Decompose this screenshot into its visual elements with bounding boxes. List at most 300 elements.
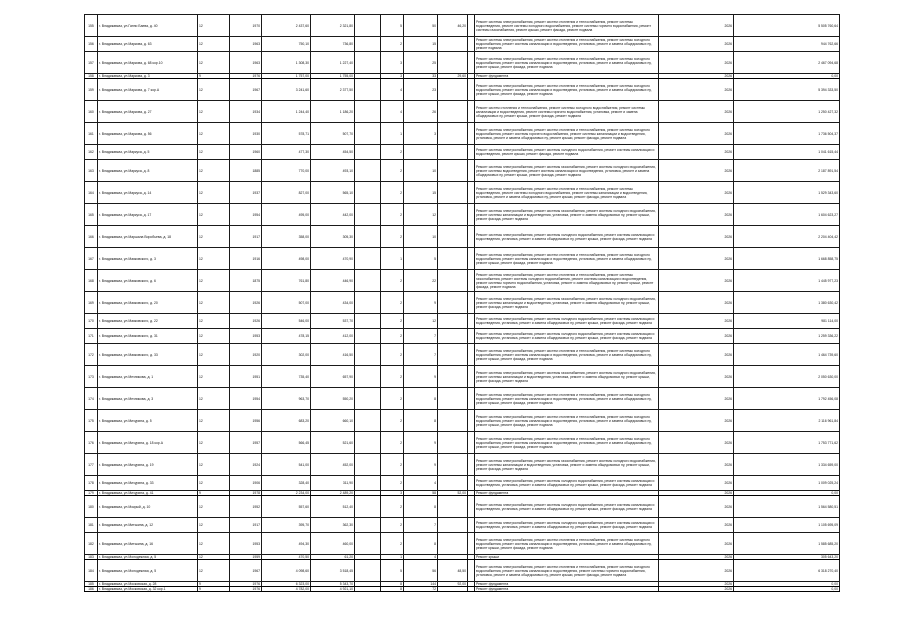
- cost-cell: 981 114,00: [734, 314, 840, 329]
- residents-cell: 12: [404, 314, 438, 329]
- empty-cell: [355, 314, 381, 329]
- year-cell: 1963: [230, 37, 262, 52]
- row-number-cell: 173: [85, 366, 98, 388]
- cost-cell: 0,00: [734, 582, 840, 587]
- table-row: [85, 160, 840, 182]
- floors-cell: 12: [198, 101, 230, 123]
- cost-cell: 1 445 977,23: [734, 270, 840, 292]
- year-cell: 1916: [230, 248, 262, 270]
- living-area-cell: 537,70: [311, 314, 355, 329]
- address-cell: г. Владикавказ, ул.Молодежная, д. 5: [98, 560, 198, 582]
- table-row: [85, 476, 840, 491]
- term-year-cell: 2026: [659, 101, 734, 123]
- empty-cell: [355, 518, 381, 533]
- address-cell: г. Владикавказ, ул.Московская, д. 28: [98, 582, 198, 587]
- cost-cell: 1 041 615,44: [734, 145, 840, 160]
- works-description-cell: Ремонт систем отопления и теплоснабжения, ремонт системы холодного водоснабжения, ремонт системы канализации и водоотведения, ремонт системы горячего водоснабжения, установка, ремонт и замена общедомовых пу, ремонт крыши, ремонт фасада, ремонт подвала: [475, 101, 659, 123]
- living-area-cell: 454,50: [311, 145, 355, 160]
- year-cell: 1934: [230, 101, 262, 123]
- spacer-cell: [468, 182, 475, 204]
- entrances-cell: 2: [381, 496, 404, 518]
- row-number-cell: 155: [85, 15, 98, 37]
- row-number-cell: 157: [85, 52, 98, 74]
- extra-value-cell: [438, 410, 468, 432]
- cost-cell: 1 585 685,20: [734, 533, 840, 555]
- term-year-cell: 2026: [659, 410, 734, 432]
- term-year-cell: 2026: [659, 587, 734, 592]
- entrances-cell: 1: [381, 248, 404, 270]
- works-description-cell: Ремонт системы электроснабжения, ремонт системы холодного водоснабжения, ремонт системы канализации и водоотведения, установка, ремонт и замена общедомовых пу, ремонт крыши, ремонт фасада, ремонт подвала: [475, 476, 659, 491]
- table-row: [85, 587, 840, 592]
- table-row: [85, 496, 840, 518]
- cost-cell: 1 604 623,27: [734, 204, 840, 226]
- works-description-cell: Ремонт фундамента: [475, 582, 659, 587]
- works-description-cell: Ремонт системы электроснабжения, ремонт системы газоснабжения, ремонт системы холодного водоснабжения, ремонт системы канализации и водоотведения, установка, ремонт и замена общедомовых пу, ремонт крыши, ремонт фасада, ремонт подвала: [475, 454, 659, 476]
- residents-cell: 8: [404, 533, 438, 555]
- empty-cell: [355, 329, 381, 344]
- empty-cell: [355, 37, 381, 52]
- extra-value-cell: [438, 292, 468, 314]
- floors-cell: 12: [198, 533, 230, 555]
- works-description-cell: Ремонт системы электроснабжения, ремонт системы холодного водоснабжения, ремонт системы канализации и водоотведения, установка, ремонт и замена общедомовых пу, ремонт крыши, ремонт фасада, ремонт подвала: [475, 226, 659, 248]
- year-cell: 1976: [230, 587, 262, 592]
- living-area-cell: 2 489,20: [311, 491, 355, 496]
- floors-cell: 12: [198, 518, 230, 533]
- cost-cell: 0,00: [734, 74, 840, 79]
- table-row: [85, 123, 840, 145]
- address-cell: г. Владикавказ, ул.Мичурина, д. 5: [98, 410, 198, 432]
- living-area-cell: 452,00: [311, 454, 355, 476]
- residents-cell: 144: [404, 582, 438, 587]
- table-row: [85, 560, 840, 582]
- extra-value-cell: [438, 314, 468, 329]
- residents-cell: 33: [404, 74, 438, 79]
- table-row: [85, 344, 840, 366]
- total-area-cell: 770,00: [262, 160, 311, 182]
- cost-cell: 0,00: [734, 587, 840, 592]
- residents-cell: 12: [404, 204, 438, 226]
- row-number-cell: 168: [85, 270, 98, 292]
- year-cell: 1978: [230, 491, 262, 496]
- cost-cell: 6 318 270,40: [734, 560, 840, 582]
- term-year-cell: 2026: [659, 496, 734, 518]
- empty-cell: [355, 410, 381, 432]
- row-number-cell: 170: [85, 314, 98, 329]
- address-cell: г. Владикавказ, ул.Маркова, д. 63: [98, 37, 198, 52]
- entrances-cell: 2: [381, 329, 404, 344]
- extra-value-cell: 46,20: [438, 15, 468, 37]
- extra-value-cell: [438, 79, 468, 101]
- table-body: [85, 15, 840, 592]
- empty-cell: [355, 248, 381, 270]
- works-description-cell: Ремонт системы электроснабжения, ремонт систем отопления и теплоснабжения, ремонт системы холодного водоснабжения, ремонт системы канализации и водоотведения, установка, ремонт и замена общедомовых пу, ремонт крыши, ремонт фасада, ремонт подвала: [475, 432, 659, 454]
- table-row: [85, 145, 840, 160]
- living-area-cell: 565,10: [311, 182, 355, 204]
- cost-cell: 1 792 456,08: [734, 388, 840, 410]
- spacer-cell: [468, 101, 475, 123]
- living-area-cell: 412,00: [311, 329, 355, 344]
- residents-cell: 8: [404, 388, 438, 410]
- total-area-cell: 578,71: [262, 123, 311, 145]
- empty-cell: [355, 204, 381, 226]
- entrances-cell: 2: [381, 366, 404, 388]
- empty-cell: [355, 145, 381, 160]
- spacer-cell: [468, 160, 475, 182]
- residents-cell: 4: [404, 476, 438, 491]
- table-row: [85, 15, 840, 37]
- floors-cell: 12: [198, 292, 230, 314]
- total-area-cell: 2 234,00: [262, 491, 311, 496]
- year-cell: 1926: [230, 314, 262, 329]
- cost-cell: 1 009 025,24: [734, 476, 840, 491]
- entrances-cell: 3: [381, 52, 404, 74]
- entrances-cell: 8: [381, 587, 404, 592]
- extra-value-cell: [438, 123, 468, 145]
- residents-cell: 10: [404, 160, 438, 182]
- table-row: [85, 314, 840, 329]
- cost-cell: 305 643,20: [734, 555, 840, 560]
- address-cell: г. Владикавказ, ул.Мокрый, д. 10: [98, 496, 198, 518]
- floors-cell: 12: [198, 248, 230, 270]
- year-cell: 1930: [230, 123, 262, 145]
- row-number-cell: 181: [85, 518, 98, 533]
- total-area-cell: 1 757,00: [262, 74, 311, 79]
- works-description-cell: Ремонт системы электроснабжения, ремонт системы газоснабжения, ремонт системы холодного водоснабжения, ремонт системы канализации и водоотведения, установка, ремонт и замена общедомовых пу, ремонт крыши, ремонт фасада, ремонт подвала: [475, 292, 659, 314]
- living-area-cell: 416,50: [311, 344, 355, 366]
- works-description-cell: Ремонт системы электроснабжения, ремонт систем отопления и теплоснабжения, ремонт системы водоотведения, ремонт системы холодного водоснабжения, ремонт системы горячего водоснабжения, ремонт системы газоснабжения, ремонт крыши, ремонт фасада, ремонт подвала: [475, 15, 659, 37]
- address-cell: г. Владикавказ, ул.Маркуса, д. 14: [98, 182, 198, 204]
- capital-repair-table: [84, 14, 840, 592]
- works-description-cell: Ремонт системы электроснабжения, ремонт системы холодного водоснабжения, ремонт системы канализации и водоотведения, ремонт крыши, ремонт фасада, ремонт подвала: [475, 145, 659, 160]
- entrances-cell: 2: [381, 204, 404, 226]
- residents-cell: 15: [404, 37, 438, 52]
- year-cell: 1976: [230, 74, 262, 79]
- row-number-cell: 184: [85, 560, 98, 582]
- floors-cell: 12: [198, 314, 230, 329]
- total-area-cell: 302,00: [262, 344, 311, 366]
- living-area-cell: 2 321,80: [311, 15, 355, 37]
- entrances-cell: 2: [381, 454, 404, 476]
- address-cell: г. Владикавказ, ул.Мичурина, д. 41: [98, 491, 198, 496]
- extra-value-cell: [438, 329, 468, 344]
- spacer-cell: [468, 454, 475, 476]
- floors-cell: 12: [198, 476, 230, 491]
- extra-value-cell: [438, 344, 468, 366]
- living-area-cell: 1 755,00: [311, 74, 355, 79]
- works-description-cell: Ремонт системы электроснабжения, ремонт систем отопления и теплоснабжения, ремонт системы холодного водоснабжения, ремонт системы канализации и водоотведения, установка, ремонт и замена общедомовых пу, ремонт подвала: [475, 37, 659, 52]
- year-cell: 1976: [230, 582, 262, 587]
- row-number-cell: 156: [85, 37, 98, 52]
- living-area-cell: 4 921,10: [311, 587, 355, 592]
- residents-cell: 50: [404, 15, 438, 37]
- empty-cell: [355, 160, 381, 182]
- year-cell: 1952: [230, 496, 262, 518]
- total-area-cell: 478,15: [262, 329, 311, 344]
- extra-value-cell: 48,50: [438, 560, 468, 582]
- total-area-cell: 358,00: [262, 226, 311, 248]
- residents-cell: 72: [404, 587, 438, 592]
- address-cell: г. Владикавказ, ул.Маркуса, д. 17: [98, 204, 198, 226]
- table-row: [85, 454, 840, 476]
- total-area-cell: 495,00: [262, 204, 311, 226]
- table-row: [85, 410, 840, 432]
- floors-cell: 12: [198, 182, 230, 204]
- cost-cell: 2 187 891,54: [734, 160, 840, 182]
- floors-cell: 12: [198, 204, 230, 226]
- total-area-cell: 477,30: [262, 145, 311, 160]
- living-area-cell: 460,00: [311, 533, 355, 555]
- term-year-cell: 2026: [659, 329, 734, 344]
- floors-cell: 12: [198, 123, 230, 145]
- living-area-cell: 5 343,70: [311, 582, 355, 587]
- term-year-cell: 2026: [659, 582, 734, 587]
- living-area-cell: 3 518,45: [311, 560, 355, 582]
- empty-cell: [355, 366, 381, 388]
- table-row: [85, 248, 840, 270]
- residents-cell: 58: [404, 491, 438, 496]
- cost-cell: 0,00: [734, 491, 840, 496]
- cost-cell: 1 105 695,09: [734, 518, 840, 533]
- year-cell: 1917: [230, 518, 262, 533]
- row-number-cell: 164: [85, 182, 98, 204]
- row-number-cell: 176: [85, 432, 98, 454]
- row-number-cell: 165: [85, 204, 98, 226]
- address-cell: г. Владикавказ, ул.Маркуса, д. 5: [98, 145, 198, 160]
- entrances-cell: 3: [381, 491, 404, 496]
- cost-cell: 1 380 630,42: [734, 292, 840, 314]
- table-row: [85, 329, 840, 344]
- empty-cell: [355, 388, 381, 410]
- year-cell: 1924: [230, 454, 262, 476]
- entrances-cell: 2: [381, 270, 404, 292]
- spacer-cell: [468, 587, 475, 592]
- empty-cell: [355, 496, 381, 518]
- cost-cell: 1 259 336,22: [734, 329, 840, 344]
- term-year-cell: 2026: [659, 15, 734, 37]
- spacer-cell: [468, 270, 475, 292]
- table-row: [85, 270, 840, 292]
- address-cell: г. Владикавказ, ул.Маяковского, д. 22: [98, 314, 198, 329]
- floors-cell: 12: [198, 388, 230, 410]
- empty-cell: [355, 533, 381, 555]
- residents-cell: 10: [404, 226, 438, 248]
- empty-cell: [355, 15, 381, 37]
- extra-value-cell: [438, 496, 468, 518]
- residents-cell: 23: [404, 79, 438, 101]
- total-area-cell: 683,20: [262, 410, 311, 432]
- total-area-cell: 6 323,00: [262, 582, 311, 587]
- empty-cell: [355, 52, 381, 74]
- floors-cell: 12: [198, 454, 230, 476]
- spacer-cell: [468, 533, 475, 555]
- address-cell: г. Владикавказ, ул.Маркова, д. 7 кор.А: [98, 79, 198, 101]
- cost-cell: 1 753 771,62: [734, 432, 840, 454]
- living-area-cell: 493,10: [311, 160, 355, 182]
- cost-cell: 5 394 333,50: [734, 79, 840, 101]
- term-year-cell: 2026: [659, 292, 734, 314]
- works-description-cell: Ремонт системы электроснабжения, ремонт систем отопления и теплоснабжения, ремонт системы водоотведения, ремонт системы холодного водоснабжения, ремонт системы канализации и водоотведения, установка, ремонт и замена общедомовых пу, ремонт крыши, ремонт фасада, ремонт подвала: [475, 182, 659, 204]
- residents-cell: 7: [404, 518, 438, 533]
- address-cell: г. Владикавказ, ул.Маркова, д. 27: [98, 101, 198, 123]
- address-cell: г. Владикавказ, ул.Маршала Воробьева, д. 18: [98, 226, 198, 248]
- entrances-cell: 2: [381, 314, 404, 329]
- year-cell: 1967: [230, 560, 262, 582]
- residents-cell: 8: [404, 410, 438, 432]
- spacer-cell: [468, 410, 475, 432]
- living-area-cell: 1 186,20: [311, 101, 355, 123]
- year-cell: 1920: [230, 344, 262, 366]
- floors-cell: 12: [198, 329, 230, 344]
- empty-cell: [355, 123, 381, 145]
- works-description-cell: Ремонт системы электроснабжения, ремонт систем отопления и теплоснабжения, ремонт системы холодного водоснабжения, ремонт системы канализации и водоотведения, установка, ремонт и замена общедомовых пу, ремонт крыши, ремонт фасада, ремонт подвала: [475, 52, 659, 74]
- extra-value-cell: [438, 204, 468, 226]
- residents-cell: 7: [404, 344, 438, 366]
- living-area-cell: 736,80: [311, 37, 355, 52]
- extra-value-cell: [438, 52, 468, 74]
- extra-value-cell: [438, 270, 468, 292]
- year-cell: 1956: [230, 410, 262, 432]
- row-number-cell: 159: [85, 79, 98, 101]
- year-cell: 1951: [230, 366, 262, 388]
- floors-cell: 9: [198, 582, 230, 587]
- spacer-cell: [468, 52, 475, 74]
- cost-cell: 2 204 404,42: [734, 226, 840, 248]
- table-row: [85, 37, 840, 52]
- row-number-cell: 169: [85, 292, 98, 314]
- total-area-cell: 498,00: [262, 248, 311, 270]
- floors-cell: 12: [198, 496, 230, 518]
- floors-cell: 9: [198, 491, 230, 496]
- works-description-cell: Ремонт крыши: [475, 555, 659, 560]
- address-cell: г. Владикавказ, ул.Московская, д. 32 кор.1: [98, 587, 198, 592]
- works-description-cell: Ремонт системы электроснабжения, ремонт системы холодного водоснабжения, ремонт системы канализации и водоотведения, установка, ремонт и замена общедомовых пу, ремонт крыши, ремонт фасада, ремонт подвала: [475, 329, 659, 344]
- floors-cell: 9: [198, 587, 230, 592]
- term-year-cell: 2026: [659, 491, 734, 496]
- spacer-cell: [468, 329, 475, 344]
- cost-cell: 1 529 343,60: [734, 182, 840, 204]
- cost-cell: 1 668 858,75: [734, 248, 840, 270]
- residents-cell: 8: [404, 496, 438, 518]
- address-cell: г. Владикавказ, ул.Маркова, д. 68 кор.10: [98, 52, 198, 74]
- entrances-cell: 4: [381, 101, 404, 123]
- year-cell: 1959: [230, 555, 262, 560]
- extra-value-cell: [438, 454, 468, 476]
- year-cell: 1954: [230, 388, 262, 410]
- total-area-cell: 750,10: [262, 37, 311, 52]
- address-cell: г. Владикавказ, ул.Маркова, д. 56: [98, 123, 198, 145]
- living-area-cell: 512,40: [311, 496, 355, 518]
- residents-cell: 9: [404, 366, 438, 388]
- extra-value-cell: [438, 533, 468, 555]
- empty-cell: [355, 101, 381, 123]
- cost-cell: 2 467 094,68: [734, 52, 840, 74]
- term-year-cell: 2026: [659, 226, 734, 248]
- floors-cell: 12: [198, 79, 230, 101]
- year-cell: 1957: [230, 432, 262, 454]
- spacer-cell: [468, 366, 475, 388]
- term-year-cell: 2026: [659, 533, 734, 555]
- floors-cell: 12: [198, 432, 230, 454]
- term-year-cell: 2026: [659, 74, 734, 79]
- residents-cell: 56: [404, 560, 438, 582]
- residents-cell: 22: [404, 270, 438, 292]
- empty-cell: [355, 226, 381, 248]
- entrances-cell: 2: [381, 145, 404, 160]
- table-row: [85, 366, 840, 388]
- entrances-cell: 2: [381, 518, 404, 533]
- works-description-cell: Ремонт системы электроснабжения, ремонт систем отопления и теплоснабжения, ремонт системы холодного водоснабжения, ремонт системы канализации и водоотведения, установка, ремонт и замена общедомовых пу, ремонт крыши, ремонт фасада, ремонт подвала: [475, 388, 659, 410]
- floors-cell: 12: [198, 160, 230, 182]
- term-year-cell: 2026: [659, 344, 734, 366]
- living-area-cell: 521,60: [311, 432, 355, 454]
- residents-cell: 15: [404, 182, 438, 204]
- total-area-cell: 3 241,60: [262, 79, 311, 101]
- works-description-cell: Ремонт системы электроснабжения, ремонт системы газоснабжения, ремонт системы холодного водоснабжения, ремонт системы водоотведения, ремонт системы канализации и водоотведения, установка, ремонт и замена общедомовых пу, ремонт крыши, ремонт фасада, ремонт подвала: [475, 160, 659, 182]
- entrances-cell: 1: [381, 555, 404, 560]
- row-number-cell: 186: [85, 587, 98, 592]
- works-description-cell: Ремонт фундамента: [475, 587, 659, 592]
- term-year-cell: 2026: [659, 160, 734, 182]
- spacer-cell: [468, 248, 475, 270]
- spacer-cell: [468, 518, 475, 533]
- floors-cell: 9: [198, 74, 230, 79]
- term-year-cell: 2026: [659, 270, 734, 292]
- total-area-cell: 4 098,60: [262, 560, 311, 582]
- living-area-cell: 362,30: [311, 518, 355, 533]
- year-cell: 1953: [230, 329, 262, 344]
- empty-cell: [355, 560, 381, 582]
- extra-value-cell: 52,00: [438, 491, 468, 496]
- table-row: [85, 204, 840, 226]
- residents-cell: 25: [404, 52, 438, 74]
- works-description-cell: Ремонт системы электроснабжения, ремонт систем отопления и теплоснабжения, ремонт системы холодного водоснабжения, ремонт системы канализации и водоотведения, ремонт системы горячего водоснабжения, установка, ремонт и замена общедомовых пу, ремонт крыши, ремонт фасада, ремонт подвала: [475, 560, 659, 582]
- total-area-cell: 1 244,40: [262, 101, 311, 123]
- total-area-cell: 507,00: [262, 292, 311, 314]
- year-cell: 1967: [230, 79, 262, 101]
- row-number-cell: 161: [85, 123, 98, 145]
- address-cell: г. Владикавказ, ул.Мичурина, д. 19: [98, 454, 198, 476]
- entrances-cell: 8: [381, 582, 404, 587]
- living-area-cell: 550,20: [311, 388, 355, 410]
- works-description-cell: Ремонт фундамента: [475, 74, 659, 79]
- living-area-cell: 470,90: [311, 248, 355, 270]
- works-description-cell: Ремонт системы электроснабжения, ремонт системы холодного водоснабжения, ремонт системы канализации и водоотведения, установка, ремонт и замена общедомовых пу, ремонт крыши, ремонт фасада, ремонт подвала: [475, 314, 659, 329]
- living-area-cell: 311,90: [311, 476, 355, 491]
- empty-cell: [355, 344, 381, 366]
- works-description-cell: Ремонт системы электроснабжения, ремонт систем отопления и теплоснабжения, ремонт системы газоснабжения, ремонт системы холодного водоснабжения, ремонт системы канализации и водоотведения, ремонт системы горячего водоснабжения, установка, ремонт и замена общедомовых пу, ремонт крыши, ремонт фасада, ремонт подвала: [475, 270, 659, 292]
- works-description-cell: Ремонт системы электроснабжения, ремонт систем отопления и теплоснабжения, ремонт системы холодного водоснабжения, ремонт системы горячего водоснабжения, ремонт системы канализации и водоотведения, установка, ремонт и замена общедомовых пу, ремонт крыши, ремонт фасада, ремонт подвала: [475, 123, 659, 145]
- table-row: [85, 79, 840, 101]
- cost-cell: 1 564 580,51: [734, 496, 840, 518]
- term-year-cell: 2026: [659, 145, 734, 160]
- empty-cell: [355, 79, 381, 101]
- spacer-cell: [468, 388, 475, 410]
- living-area-cell: 2 377,50: [311, 79, 355, 101]
- living-area-cell: 442,00: [311, 204, 355, 226]
- spacer-cell: [468, 432, 475, 454]
- living-area-cell: 305,30: [311, 226, 355, 248]
- term-year-cell: 2026: [659, 388, 734, 410]
- empty-cell: [355, 292, 381, 314]
- year-cell: 1960: [230, 145, 262, 160]
- term-year-cell: 2026: [659, 314, 734, 329]
- floors-cell: 12: [198, 560, 230, 582]
- residents-cell: [404, 145, 438, 160]
- address-cell: г. Владикавказ, ул.Маяковского, д. 31: [98, 329, 198, 344]
- address-cell: г. Владикавказ, ул.Гаппо Баева, д. 40: [98, 15, 198, 37]
- empty-cell: [355, 182, 381, 204]
- extra-value-cell: [438, 101, 468, 123]
